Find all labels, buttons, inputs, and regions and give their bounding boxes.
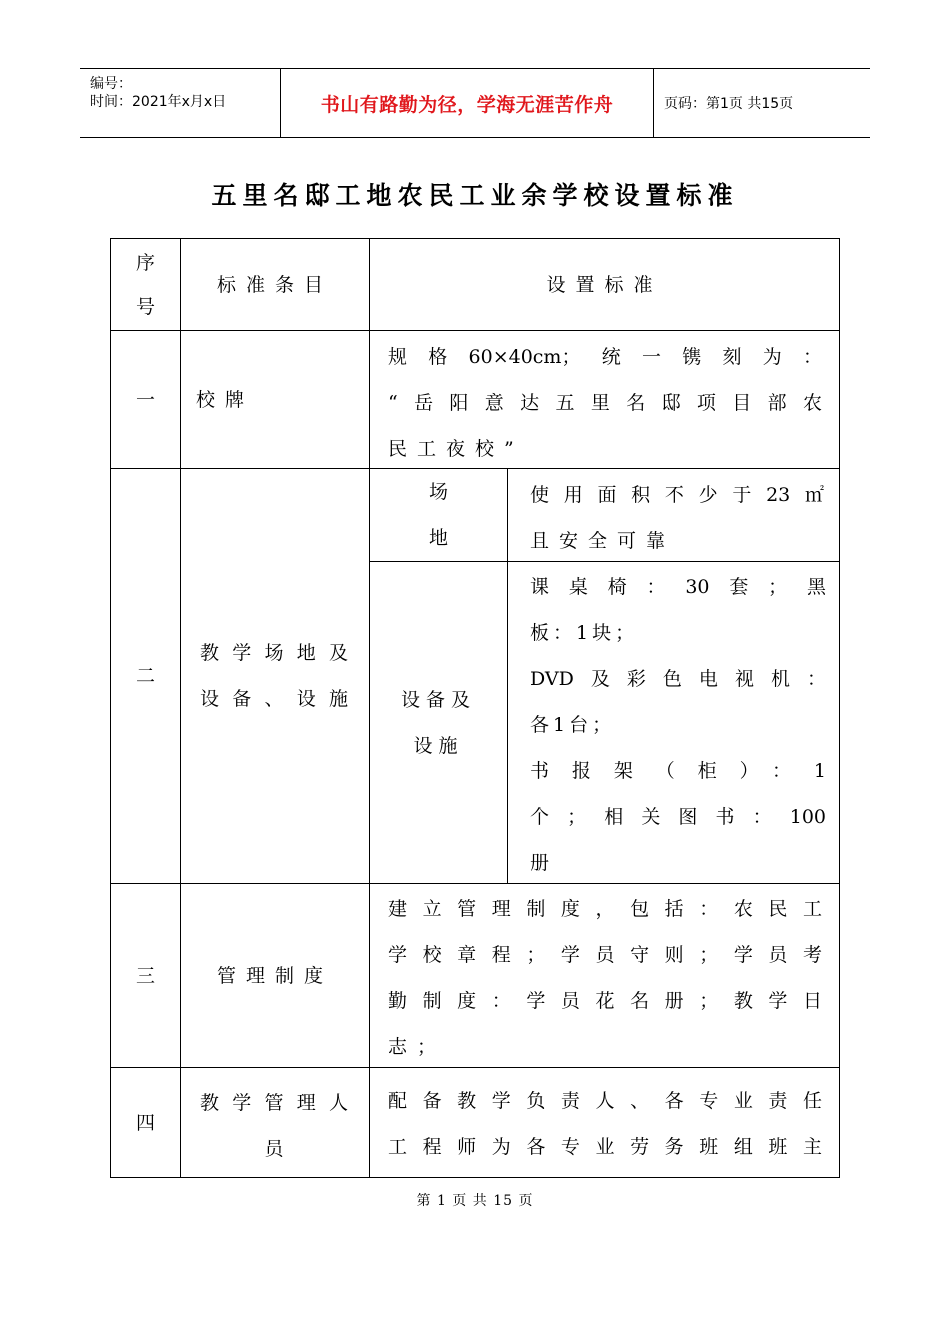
header-standard-label: 设置标准 [546, 273, 663, 296]
document-title: 五里名邸工地农民工业余学校设置标准 [211, 181, 739, 210]
row2-sub2-line7: 册 [530, 852, 550, 874]
row2-seq [111, 469, 180, 883]
header-meta-cell [80, 69, 281, 137]
row1-item [196, 331, 366, 468]
row4-seq-text: 四 [135, 1111, 155, 1134]
header-item-cell [181, 239, 369, 330]
row4-line1: 配备教学负责人、各专业责任 [388, 1090, 822, 1112]
document-header [80, 68, 870, 138]
row4-seq [111, 1068, 180, 1177]
row3-item-text: 管理制度 [216, 964, 333, 987]
page-code: 页码：第1页 共15页 [664, 96, 794, 112]
header-motto-cell [281, 69, 654, 137]
row2-item [198, 469, 350, 883]
row3-seq [111, 884, 180, 1067]
row2-sub2-name-line2: 设施 [413, 734, 464, 757]
row1-seq [111, 331, 180, 468]
row2-sub2-line3: DVD及彩色电视机： [530, 668, 826, 690]
row2-sub1-name-text: 场地 [428, 481, 484, 549]
row4-standard [388, 1078, 822, 1170]
row3-line2: 学校章程；学员守则；学员考 [388, 944, 822, 966]
row2-sub1-line1: 使用面积不少于23㎡ [530, 484, 824, 506]
row2-sub1-line2: 且安全可靠 [530, 530, 676, 552]
page-footer: 第 1 页 共 15 页 [416, 1193, 534, 1209]
number-label: 编号： [90, 76, 132, 92]
row2-sub2-line6: 个；相关图书：100 [530, 806, 826, 828]
row2-item-line2: 设备、设施 [200, 688, 348, 710]
row4-item [198, 1080, 350, 1172]
row1-line2: “岳阳意达五里名邸项目部农 [388, 392, 822, 414]
header-seq-line2: 号 [135, 295, 155, 318]
row2-sub2-line1: 课桌椅：30套；黑 [530, 576, 826, 598]
row2-seq-text: 二 [135, 665, 155, 687]
row3-item [181, 884, 369, 1067]
row4-line2: 工程师为各专业劳务班组班主 [388, 1136, 822, 1158]
header-standard-cell [370, 239, 839, 330]
row4-item-line1: 教学管理人 [200, 1092, 348, 1114]
row3-standard [388, 886, 822, 1070]
header-item-label: 标准条目 [216, 273, 333, 296]
row3-line4: 志； [388, 1036, 447, 1058]
motto-text: 书山有路勤为径，学海无涯苦作舟 [320, 93, 614, 116]
table-border [839, 238, 840, 1178]
header-seq-line1: 序 [135, 251, 155, 274]
row2-sub1-name [370, 469, 507, 561]
row2-sub2-standard [530, 564, 826, 886]
header-seq-cell [111, 239, 180, 330]
row1-seq-text: 一 [135, 388, 155, 411]
row4-item-line2: 员 [264, 1138, 284, 1160]
row2-sub2-line5: 书报架（柜）：1 [530, 760, 826, 782]
row2-item-line1: 教学场地及 [200, 642, 348, 664]
row1-line3: 民工夜校” [388, 438, 524, 460]
row1-item-text: 校牌 [196, 388, 255, 411]
row2-sub2-name [370, 562, 507, 883]
row3-seq-text: 三 [135, 964, 155, 987]
row1-line1: 规格60×40cm；统一镌刻为： [388, 346, 822, 368]
time-label: 时间：2021年x月x日 [90, 94, 227, 110]
row1-standard [388, 334, 822, 472]
row3-line1: 建立管理制度，包括：农民工 [388, 898, 822, 920]
row2-sub1-standard [530, 472, 824, 564]
row3-line3: 勤制度：学员花名册；教学日 [388, 990, 822, 1012]
standards-table [110, 238, 840, 1178]
table-border [110, 1177, 840, 1178]
table-border [507, 468, 508, 883]
row2-sub2-line4: 各1台； [530, 714, 616, 736]
header-page-cell [654, 69, 870, 137]
row2-sub2-line2: 板：1块； [530, 622, 639, 644]
row2-sub2-name-line1: 设备及 [400, 688, 476, 711]
